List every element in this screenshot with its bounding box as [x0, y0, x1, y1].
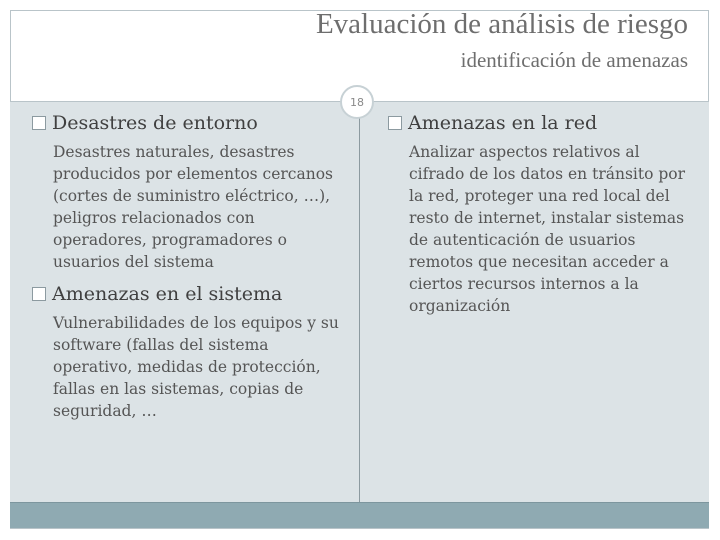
column-divider [359, 101, 360, 502]
section-heading-amenazas-red [388, 112, 693, 135]
section-heading-text: Amenazas en la red [408, 112, 598, 134]
checkbox-bullet-icon [32, 287, 46, 301]
section-heading-amenazas-sistema [32, 283, 348, 306]
section-heading-text: Amenazas en el sistema [52, 282, 283, 305]
left-column [32, 110, 348, 428]
slide-title: Evaluación de análisis de riesgo [315, 8, 688, 40]
checkbox-bullet-icon [388, 116, 402, 130]
section-heading-desastres [32, 112, 348, 135]
right-column [388, 110, 693, 323]
section-heading-text: Desastres de entorno [52, 112, 258, 134]
footer-bar [10, 502, 709, 528]
checkbox-bullet-icon [32, 116, 46, 130]
section-body-desastres: Desastres naturales, desastres producidos por elementos cercanos (cortes de suministro eléctrico, …), peligros relacionados con operadores, programadores o usuarios del sistema [53, 142, 333, 271]
slide-subtitle: identificación de amenazas [460, 48, 688, 72]
section-body-amenazas-sistema: Vulnerabilidades de los equipos y su software (fallas del sistema operativo, medidas de protección, fallas en las sistemas, copias de seguridad, … [53, 313, 339, 420]
page-number: 18 [350, 95, 364, 109]
section-body-amenazas-red: Analizar aspectos relativos al cifrado de los datos en tránsito por la red, proteger una red local del resto de internet, instalar sistemas de autenticación de usuarios remotos que necesitan acceder a ciertos recursos internos a la organización [409, 142, 686, 315]
